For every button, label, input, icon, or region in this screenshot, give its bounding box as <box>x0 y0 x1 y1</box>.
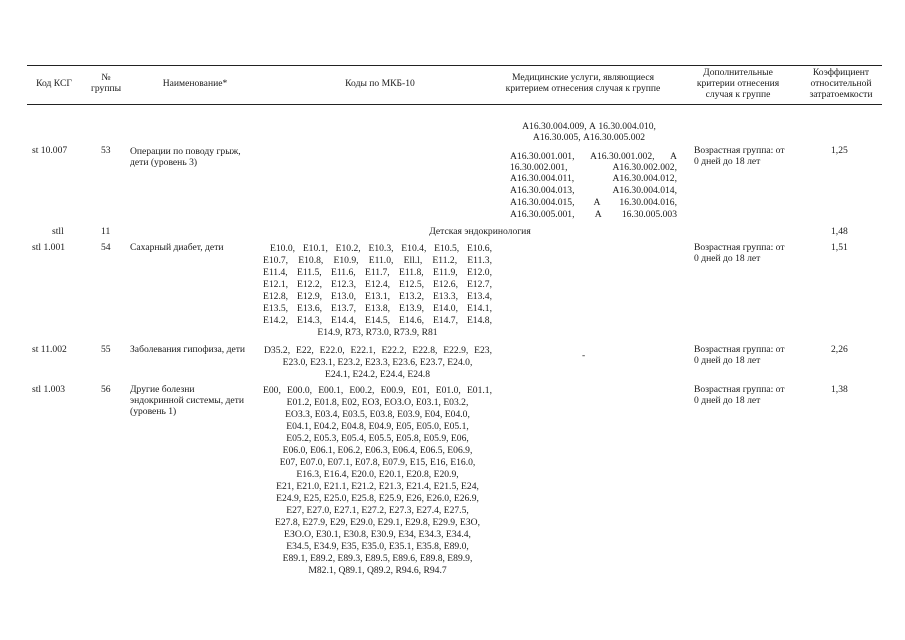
row-icd-line: D35.2, Е22, Е22.0, Е22.1, Е22.2, Е22.8, Е22.9, Е23, <box>264 345 492 356</box>
row-icd-line: М82.1, Q89.1, Q89.2, R94.6, R94.7 <box>308 565 447 576</box>
row-coef: 1,25 <box>831 145 848 156</box>
row-icd-line: Е10.0, Е10.1, Е10.2, Е10.3, Е10.4, Е10.5, Е10.6, <box>270 243 492 254</box>
row-coef: 2,26 <box>831 344 848 355</box>
section-title: Детская эндокринология <box>429 226 531 237</box>
row-icd-line: Е24.1, Е24.2, Е24.4, Е24.8 <box>325 369 430 380</box>
row-criteria-line: Возрастная группа: от <box>694 242 785 253</box>
row-icd-line: Е11.4, Е11.5, Е11.6, Е11.7, Е11.8, Е11.9, Е12.0, <box>263 267 492 278</box>
row-icd-line: Е10.7, Е10.8, Е10.9, Е11.0, Ell.l, Е11.2, Е11.3, <box>263 255 492 266</box>
row-services-line: А16.30.004.009, А 16.30.004.010, <box>522 121 656 132</box>
row-criteria-line: Возрастная группа: от <box>694 145 785 156</box>
row-name-line: дети (уровень 3) <box>130 157 198 168</box>
row-criteria-line: 0 дней до 18 лет <box>694 156 761 167</box>
row-name-line: Операции по поводу грыж, <box>130 146 241 157</box>
header-coef-3: затратоемкости <box>809 89 873 100</box>
header-group-no: № <box>101 72 111 83</box>
header-services-1: Медицинские услуги, являющиеся <box>511 72 655 83</box>
header-criteria-2: критерии отнесения <box>696 78 780 89</box>
row-code: stl 1.003 <box>32 384 66 395</box>
row-code: st 10.007 <box>32 145 68 156</box>
row-code: st 11.002 <box>32 344 67 355</box>
row-icd-line: Е27, Е27.0, Е27.1, Е27.2, Е27.3, Е27.4, Е27.5, <box>286 505 469 516</box>
row-icd-line: Е89.1, Е89.2, Е89.3, Е89.5, Е89.6, Е89.8, Е89.9, <box>282 553 473 564</box>
row-icd-line: Е00, Е00.0, Е00.1, Е00.2, Е00.9, Е01, Е01.0, Е01.1, <box>263 385 492 396</box>
row-criteria-line: 0 дней до 18 лет <box>694 355 761 366</box>
row-criteria-line: Возрастная группа: от <box>694 344 785 355</box>
row-code: stl 1.001 <box>32 242 66 253</box>
section-group: 11 <box>101 226 111 237</box>
row-icd-line: Е12.1, Е12.2, Е12.3, Е12.4, Е12.5, Е12.6, Е12.7, <box>263 279 492 290</box>
row-group: 54 <box>101 242 111 253</box>
row-icd-line: Е06.0, Е06.1, Е06.2, Е06.3, Е06.4, Е06.5, Е06.9, <box>282 445 473 456</box>
row-services-line: А16.30.004.013, А16.30.004.014, <box>510 185 677 196</box>
row-name-line: Другие болезни <box>130 384 195 395</box>
header-name: Наименование* <box>162 78 228 89</box>
row-services-line: А16.30.004.015, А 16.30.004.016, <box>510 197 677 208</box>
header-criteria-3: случая к группе <box>705 89 771 100</box>
row-name-line: Заболевания гипофиза, дети <box>130 344 246 355</box>
row-icd-line: Е04.1, Е04.2, Е04.8, Е04.9, Е05, Е05.0, Е05.1, <box>286 421 469 432</box>
row-group: 53 <box>101 145 111 156</box>
row-icd-line: Е14.9, R73, R73.0, R73.9, R81 <box>317 327 438 338</box>
row-services-line: А16.30.005.001, А 16.30.005.003 <box>510 209 677 220</box>
header-criteria-1: Дополнительные <box>703 67 773 78</box>
row-name-line: (уровень 1) <box>130 406 177 417</box>
row-icd-line: Е12.8, Е12.9, Е13.0, Е13.1, Е13.2, Е13.3, Е13.4, <box>263 291 492 302</box>
row-name-line: эндокринной системы, дети <box>130 395 245 406</box>
row-group: 55 <box>101 344 111 355</box>
row-icd-line: Е07, Е07.0, Е07.1, Е07.8, Е07.9, Е15, Е16, Е16.0, <box>279 457 476 468</box>
row-icd-line: ЕЗО.О, Е30.1, Е30.8, Е30.9, Е34, Е34.3, Е34.4, <box>284 529 471 540</box>
header-services-2: критерием отнесения случая к группе <box>505 83 661 94</box>
row-criteria-line: 0 дней до 18 лет <box>694 253 761 264</box>
section-coef: 1,48 <box>831 226 848 237</box>
row-name-line: Сахарный диабет, дети <box>130 242 224 253</box>
row-icd-line: Е27.8, Е27.9, Е29, Е29.0, Е29.1, Е29.8, Е29.9, ЕЗО, <box>274 517 481 528</box>
row-services-line: А16.30.004.011, А16.30.004.012, <box>510 173 677 184</box>
header-code: Код КСГ <box>36 78 72 89</box>
row-services-dash: - <box>582 350 586 361</box>
row-coef: 1,51 <box>831 242 848 253</box>
row-icd-line: Е13.5, Е13.6, Е13.7, Е13.8, Е13.9, Е14.0, Е14.1, <box>263 303 492 314</box>
row-icd-line: Е01.2, Е01.8, Е02, ЕОЗ, ЕОЗ.О, Е03.1, Е03.2, <box>286 397 469 408</box>
row-icd-line: Е14.2, Е14.3, Е14.4, Е14.5, Е14.6, Е14.7, Е14.8, <box>263 315 492 326</box>
header-coef-1: Коэффициент <box>812 67 870 78</box>
row-criteria-line: Возрастная группа: от <box>694 384 785 395</box>
row-icd-line: Е34.5, Е34.9, Е35, Е35.0, Е35.1, Е35.8, Е89.0, <box>286 541 469 552</box>
row-icd-line: Е05.2, Е05.3, Е05.4, Е05.5, Е05.8, Е05.9, Е06, <box>286 433 469 444</box>
row-icd-line: ЕОЗ.З, Е03.4, Е03.5, Е03.8, Е03.9, Е04, Е04.0, <box>285 409 470 420</box>
row-icd-line: Е21, Е21.0, Е21.1, Е21.2, Е21.3, Е21.4, Е21.5, Е24, <box>276 481 479 492</box>
header-icd: Коды по МКБ-10 <box>345 78 415 89</box>
row-icd-line: Е24.9, Е25, Е25.0, Е25.8, Е25.9, Е26, Е26.0, Е26.9, <box>276 493 479 504</box>
header-top-rule <box>27 65 882 66</box>
row-group: 56 <box>101 384 111 395</box>
row-services-line: А16.30.005, А16.30.005.002 <box>532 132 646 143</box>
header-group-label: группы <box>90 83 122 94</box>
header-bottom-rule <box>27 104 882 105</box>
row-coef: 1,38 <box>831 384 848 395</box>
row-services-line: 16.30.002.001, А16.30.002.002, <box>510 162 677 173</box>
section-code: stll <box>52 226 64 237</box>
row-icd-line: Е16.3, Е16.4, Е20.0, Е20.1, Е20.8, Е20.9, <box>296 469 459 480</box>
header-coef-2: относительной <box>810 78 872 89</box>
row-criteria-line: 0 дней до 18 лет <box>694 395 761 406</box>
row-icd-line: Е23.0, Е23.1, Е23.2, Е23.3, Е23.6, Е23.7, Е24.0, <box>282 357 473 368</box>
row-services-line: А16.30.001.001, А16.30.001.002, А <box>510 151 677 162</box>
